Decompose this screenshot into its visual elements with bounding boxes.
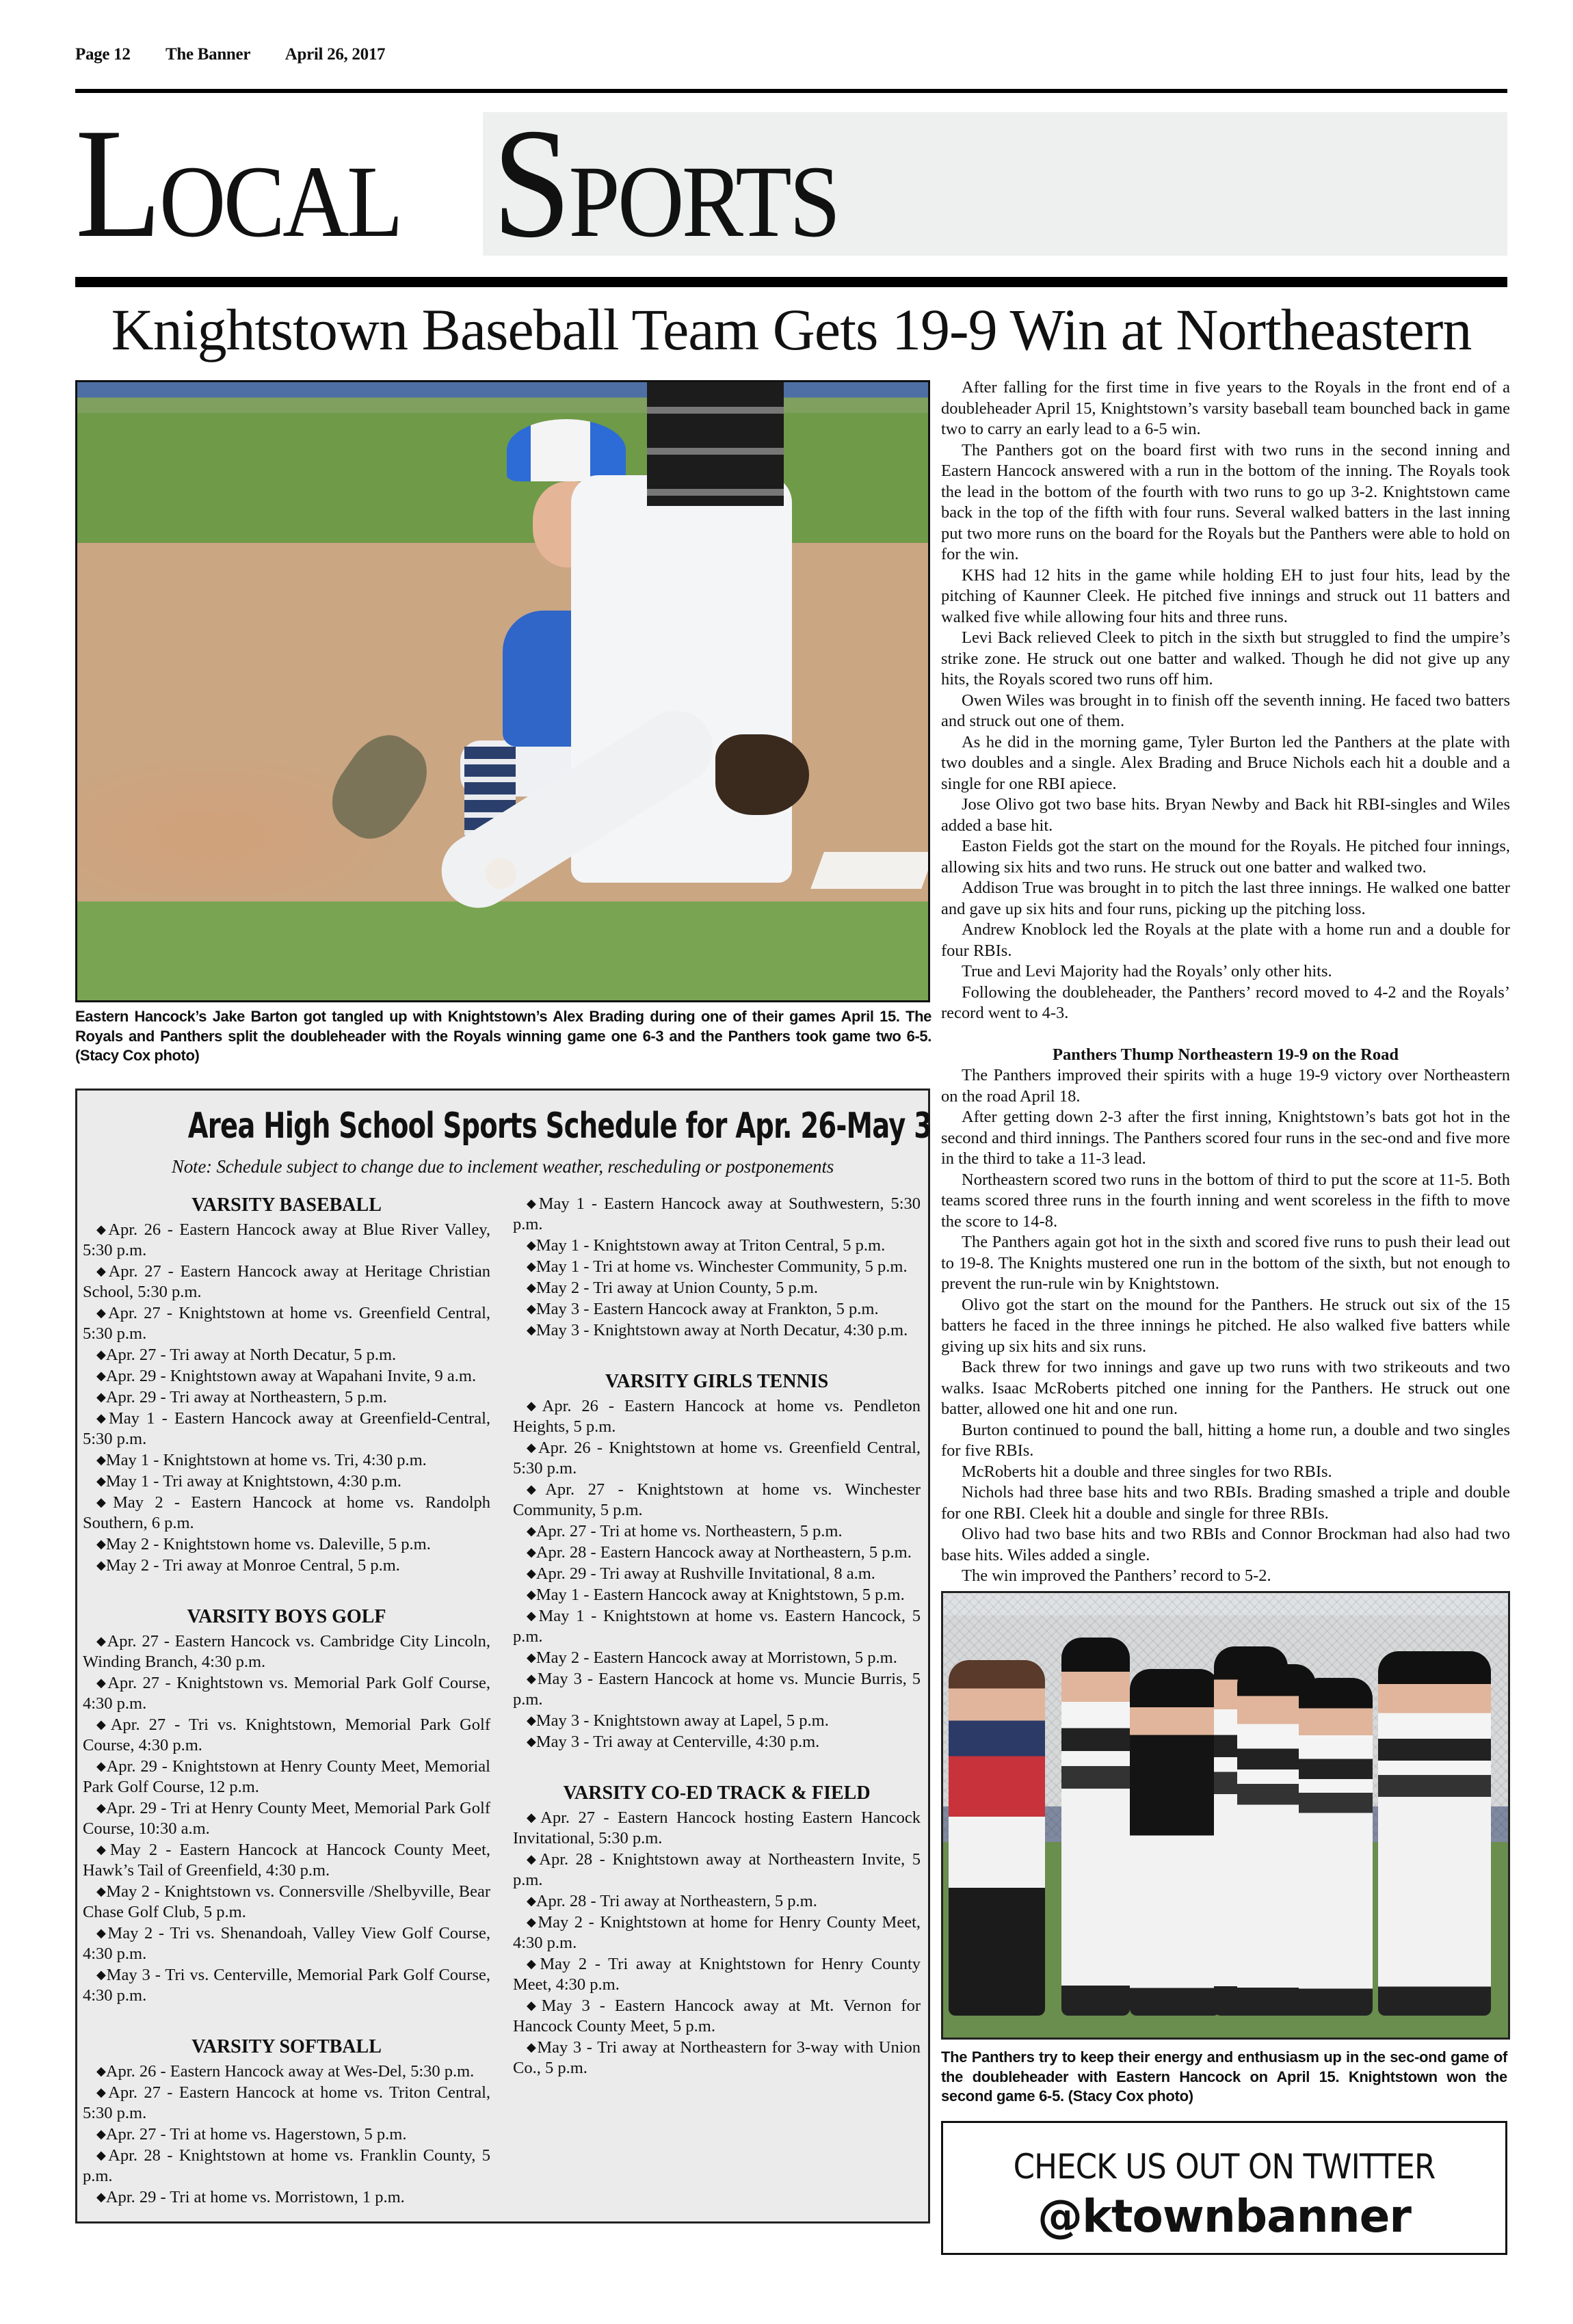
schedule-item	[83, 2124, 490, 2145]
article-paragraph: After falling for the first time in five years to the Royals in the front end of a doubleheader April 15, Knightstown’s varsity baseball team bounched back in game two to carry an early lead to a 6-5 win.	[941, 378, 1510, 438]
schedule-item	[513, 1605, 921, 1647]
top-rule	[75, 89, 1507, 93]
schedule-item	[83, 1555, 490, 1576]
article-paragraph: Northeastern scored two runs in the bottom of third to put the score at 11-5. Both teams scored three runs in the fourth inning and went scoreless in the fifth to move the score to 14-8.	[941, 1170, 1510, 1231]
schedule-item-text: Apr. 29 - Knightstown away at Wapahani Invite, 9 a.m.	[105, 1367, 477, 1385]
main-photo-caption: Eastern Hancock’s Jake Barton got tangled up with Knightstown’s Alex Brading during one of their games April 15. The Royals and Panthers split the doubleheader with the Royals winning game one 6-3 and the Panthers took game two 6-5. (Stacy Cox photo)	[75, 1008, 931, 1064]
schedule-item	[83, 1219, 490, 1261]
diamond-bullet-icon: ◆	[527, 1672, 538, 1685]
schedule-item	[83, 2082, 490, 2124]
section-word-local-rest: OCAL	[159, 145, 401, 258]
diamond-bullet-icon: ◆	[96, 1453, 106, 1467]
diamond-bullet-icon: ◆	[96, 1223, 109, 1236]
schedule-item	[513, 1521, 921, 1542]
article-paragraph: McRoberts hit a double and three singles for two RBIs.	[962, 1462, 1332, 1481]
section-word-sports-cap: S	[492, 96, 569, 270]
diamond-bullet-icon: ◆	[96, 1390, 106, 1404]
article-paragraph: Following the doubleheader, the Panthers’ record moved to 4-2 and the Royals’ record went to 4-3.	[941, 983, 1510, 1022]
diamond-bullet-icon: ◆	[527, 1281, 536, 1294]
schedule-title: Area High School Sports Schedule for Apr. 26-May 3	[187, 1106, 932, 1147]
diamond-bullet-icon: ◆	[527, 1894, 536, 1908]
schedule-item	[513, 1849, 921, 1891]
schedule-section	[513, 1781, 921, 2079]
schedule-item	[513, 1953, 921, 1995]
schedule-item-text: Apr. 27 - Eastern Hancock at home vs. Triton Central, 5:30 p.m.	[83, 2083, 490, 2122]
schedule-section-heading: VARSITY BOYS GOLF	[187, 1606, 386, 1627]
schedule-item-text: Apr. 26 - Eastern Hancock at home vs. Pendleton Heights, 5 p.m.	[513, 1397, 921, 1436]
twitter-promo-text: CHECK US OUT ON TWITTER	[1013, 2147, 1436, 2187]
schedule-item	[513, 1437, 921, 1479]
article-paragraph: Nichols had three base hits and two RBIs. Brading smashed a triple and double for one RBI. Cleek hit a double and single for three RBIs.	[941, 1483, 1510, 1523]
diamond-bullet-icon: ◆	[527, 1545, 536, 1559]
schedule-item	[83, 1714, 490, 1756]
schedule-item-text: Apr. 26 - Eastern Hancock away at Blue River Valley, 5:30 p.m.	[83, 1220, 490, 1259]
schedule-item-text: May 1 - Tri away at Knightstown, 4:30 p.m.	[105, 1472, 401, 1491]
schedule-item-text: May 2 - Tri away at Monroe Central, 5 p.m.	[105, 1556, 400, 1575]
schedule-item	[83, 1672, 490, 1714]
schedule-item	[83, 1964, 490, 2006]
schedule-section-heading: VARSITY CO-ED TRACK & FIELD	[563, 1782, 871, 1804]
article-headline: Knightstown Baseball Team Gets 19-9 Win at Northeastern	[111, 297, 1472, 362]
schedule-item-text: Apr. 27 - Tri away at North Decatur, 5 p.m.	[105, 1346, 397, 1364]
diamond-bullet-icon: ◆	[96, 1264, 109, 1278]
section-bottom-rule	[75, 277, 1507, 287]
schedule-item-text: Apr. 28 - Knightstown at home vs. Franklin County, 5 p.m.	[83, 2146, 490, 2185]
team-photo	[941, 1591, 1510, 2040]
article-paragraph: The Panthers improved their spirits with a huge 19-9 victory over Northeastern on the road April 18.	[941, 1066, 1510, 1106]
section-word-sports	[492, 96, 838, 270]
schedule-item-text: Apr. 27 - Tri at home vs. Hagerstown, 5 p.m.	[105, 2125, 407, 2143]
schedule-item	[83, 1344, 490, 1365]
diamond-bullet-icon: ◆	[527, 1302, 536, 1315]
schedule-item	[513, 1731, 921, 1752]
schedule-item-text: Apr. 29 - Tri at Henry County Meet, Memorial Park Golf Course, 10:30 a.m.	[83, 1799, 490, 1838]
article-subheading: Panthers Thump Northeastern 19-9 on the Road	[1053, 1045, 1399, 1064]
schedule-item-text: Apr. 29 - Tri away at Rushville Invitational, 8 a.m.	[536, 1564, 875, 1583]
twitter-promo-box[interactable]	[941, 2121, 1507, 2255]
diamond-bullet-icon: ◆	[96, 2127, 106, 2141]
schedule-item-text: Apr. 28 - Eastern Hancock away at Northeastern, 5 p.m.	[536, 1543, 912, 1562]
schedule-item	[83, 2061, 490, 2082]
twitter-handle-link[interactable]: @ktownbanner	[1037, 2190, 1411, 2243]
article-paragraph: The Panthers got on the board first with two runs in the second inning and Eastern Hancock answered with a run in the bottom of the inning. The Royals took the lead in the bottom of the fourth with two runs to go up 3-2. Knightstown came back in the top of the fifth with four runs. Several walked batters in the last inning put two more runs on the board for the Royals but the Panthers were able to hold on for the win.	[941, 440, 1510, 563]
schedule-item	[513, 1298, 921, 1320]
photo-catcher-glove	[715, 734, 809, 815]
schedule-item	[83, 2187, 490, 2208]
article-paragraph: Andrew Knoblock led the Royals at the plate with a home run and a double for four RBIs.	[941, 920, 1510, 960]
article-paragraph: Owen Wiles was brought in to finish off the seventh inning. He faced two batters and struck out one of them.	[941, 691, 1510, 730]
diamond-bullet-icon: ◆	[96, 1884, 107, 1898]
photo-player	[1299, 1678, 1372, 2016]
diamond-bullet-icon: ◆	[96, 1968, 107, 1981]
issue-date: April 26, 2017	[285, 45, 386, 64]
article-paragraph: Easton Fields got the start on the mound for the Royals. He pitched four innings, allowing six hits and two runs. He struck out one batter and walked two.	[941, 837, 1510, 877]
schedule-item	[83, 2145, 490, 2187]
diamond-bullet-icon: ◆	[96, 2085, 109, 2099]
schedule-item-text: Apr. 26 - Knightstown at home vs. Greenfield Central, 5:30 p.m.	[513, 1439, 921, 1478]
photo-runner-jersey	[647, 382, 783, 506]
schedule-item	[513, 1668, 921, 1710]
diamond-bullet-icon: ◆	[527, 1651, 536, 1664]
diamond-bullet-icon: ◆	[96, 2064, 106, 2078]
schedule-item-text: Apr. 27 - Tri at home vs. Northeastern, 5 p.m.	[536, 1522, 843, 1540]
photo-player	[1378, 1651, 1491, 2016]
article-paragraph: Olivo got the start on the mound for the Panthers. He struck out six of the 15 batters he faced in the three innings he pitched. He also walked five batters while giving up six hits and six runs.	[941, 1295, 1510, 1356]
schedule-item	[83, 1408, 490, 1450]
schedule-item	[83, 1923, 490, 1964]
diamond-bullet-icon: ◆	[527, 1259, 536, 1273]
schedule-item-text: Apr. 29 - Knightstown at Henry County Meet, Memorial Park Golf Course, 12 p.m.	[83, 1757, 490, 1796]
schedule-item	[513, 1395, 921, 1437]
article-paragraph: Jose Olivo got two base hits. Bryan Newby and Back hit RBI-singles and Wiles added a base hit.	[941, 795, 1510, 835]
schedule-section-heading: VARSITY BASEBALL	[191, 1194, 382, 1216]
schedule-item	[513, 1235, 921, 1256]
diamond-bullet-icon: ◆	[96, 2190, 106, 2204]
main-photo	[75, 380, 930, 1002]
publication-name: The Banner	[166, 45, 251, 64]
schedule-item-text: Apr. 27 - Eastern Hancock hosting Eastern Hancock Invitational, 5:30 p.m.	[513, 1808, 921, 1847]
schedule-item	[513, 1193, 921, 1235]
schedule-item-text: May 2 - Eastern Hancock away at Morristown, 5 p.m.	[536, 1648, 897, 1667]
schedule-item	[83, 1756, 490, 1798]
diamond-bullet-icon: ◆	[527, 1482, 546, 1496]
schedule-item	[83, 1631, 490, 1672]
schedule-item	[513, 1256, 921, 1277]
schedule-item-text: Apr. 27 - Knightstown vs. Memorial Park Golf Course, 4:30 p.m.	[83, 1674, 491, 1713]
folio-line	[75, 45, 417, 64]
diamond-bullet-icon: ◆	[527, 1238, 536, 1252]
schedule-section	[83, 2035, 490, 2208]
diamond-bullet-icon: ◆	[527, 1915, 538, 1929]
section-word-local	[75, 96, 401, 270]
diamond-bullet-icon: ◆	[527, 1588, 536, 1601]
schedule-item	[83, 1881, 490, 1923]
schedule-item	[513, 2037, 921, 2079]
page-number: Page 12	[75, 45, 131, 64]
article-paragraph: The Panthers again got hot in the sixth and scored five runs to push their lead out to 19-8. The Knights mustered one run in the bottom of the sixth, but not enough to prevent the run-rule win by Knightstown.	[941, 1233, 1510, 1293]
schedule-note: Note: Schedule subject to change due to inclement weather, rescheduling or postponements	[171, 1156, 834, 1177]
schedule-item-text: May 3 - Tri vs. Centerville, Memorial Park Golf Course, 4:30 p.m.	[83, 1966, 491, 2005]
diamond-bullet-icon: ◆	[96, 1411, 109, 1425]
diamond-bullet-icon: ◆	[96, 1369, 106, 1383]
diamond-bullet-icon: ◆	[96, 1474, 106, 1488]
diamond-bullet-icon: ◆	[96, 1306, 108, 1320]
diamond-bullet-icon: ◆	[96, 1537, 106, 1551]
schedule-section	[83, 1605, 490, 2006]
schedule-item-text: May 3 - Eastern Hancock away at Frankton, 5 p.m.	[536, 1300, 879, 1318]
schedule-item-text: May 1 - Eastern Hancock away at Knightstown, 5 p.m.	[536, 1586, 905, 1604]
schedule-item-text: May 1 - Knightstown at home vs. Eastern Hancock, 5 p.m.	[513, 1607, 921, 1646]
article-paragraph: As he did in the morning game, Tyler Burton led the Panthers at the plate with two doubles and a single. Alex Brading and Bruce Nichols each hit a double and a single for one RBI apiece.	[941, 732, 1510, 793]
diamond-bullet-icon: ◆	[96, 1759, 107, 1773]
section-word-local-cap: L	[75, 96, 159, 270]
schedule-item	[83, 1261, 490, 1303]
schedule-item	[513, 1807, 921, 1849]
diamond-bullet-icon: ◆	[96, 1843, 110, 1856]
diamond-bullet-icon: ◆	[527, 1524, 536, 1538]
diamond-bullet-icon: ◆	[527, 1566, 536, 1580]
schedule-section-heading: VARSITY SOFTBALL	[191, 2036, 382, 2057]
article-paragraph: Back threw for two innings and gave up two runs with two strikeouts and two walks. Isaac McRoberts pitched one inning for the Panthers. He struck out one batter, allowed one hit and one run.	[941, 1358, 1510, 1418]
schedule-item-text: May 2 - Tri away at Union County, 5 p.m.	[536, 1279, 819, 1297]
diamond-bullet-icon: ◆	[527, 1999, 542, 2012]
schedule-item	[83, 1450, 490, 1471]
article-paragraph: KHS had 12 hits in the game while holding EH to just four hits, lead by the pitching of Kaunner Cleek. He pitched five innings and struck out 11 batters and walked five while allowing four hits and three runs.	[941, 565, 1510, 626]
diamond-bullet-icon: ◆	[96, 1348, 106, 1361]
diamond-bullet-icon: ◆	[527, 1811, 541, 1824]
schedule-item	[83, 1471, 490, 1492]
schedule-item	[513, 1995, 921, 2037]
diamond-bullet-icon: ◆	[96, 1558, 106, 1572]
schedule-item-text: May 2 - Tri vs. Shenandoah, Valley View Golf Course, 4:30 p.m.	[83, 1924, 490, 1963]
photo-player	[1061, 1638, 1129, 2016]
schedule-item	[83, 1798, 490, 1839]
article-paragraph: Olivo had two base hits and two RBIs and Connor Brockman had also had two base hits. Wiles added a single.	[941, 1525, 1510, 1564]
schedule-item-text: May 2 - Knightstown home vs. Daleville, 5 p.m.	[105, 1535, 431, 1553]
diamond-bullet-icon: ◆	[527, 1399, 542, 1413]
schedule-item-text: May 3 - Eastern Hancock away at Mt. Vernon for Hancock County Meet, 5 p.m.	[513, 1996, 921, 2035]
article-body	[941, 377, 1510, 1587]
team-photo-caption: The Panthers try to keep their energy and enthusiasm up in the sec-ond game of the doubleheader with Eastern Hancock on April 15. Knightstown won the second game 6-5. (Stacy Cox photo)	[941, 2048, 1507, 2105]
photo-baseball	[486, 858, 516, 889]
schedule-item-text: Apr. 26 - Eastern Hancock away at Wes-Del, 5:30 p.m.	[105, 2062, 475, 2081]
schedule-item-text: May 2 - Tri away at Knightstown for Henry County Meet, 4:30 p.m.	[513, 1955, 921, 1994]
section-heading	[75, 96, 1507, 270]
schedule-item	[513, 1584, 921, 1605]
schedule-section-heading: VARSITY GIRLS TENNIS	[605, 1371, 829, 1392]
schedule-item-text: May 3 - Eastern Hancock at home vs. Muncie Burris, 5 p.m.	[513, 1670, 921, 1709]
diamond-bullet-icon: ◆	[96, 2148, 109, 2162]
diamond-bullet-icon: ◆	[527, 1957, 540, 1971]
photo-catcher	[949, 1660, 1044, 2016]
schedule-item	[513, 1320, 921, 1341]
diamond-bullet-icon: ◆	[96, 1634, 107, 1648]
article-paragraph: The win improved the Panthers’ record to 5-2.	[962, 1566, 1271, 1585]
schedule-item-text: May 3 - Knightstown away at Lapel, 5 p.m.	[536, 1711, 829, 1730]
schedule-item-text: Apr. 27 - Eastern Hancock vs. Cambridge City Lincoln, Winding Branch, 4:30 p.m.	[83, 1632, 491, 1671]
schedule-section	[83, 1193, 490, 1576]
schedule-item	[83, 1303, 490, 1344]
schedule-section	[513, 1193, 921, 1341]
schedule-right-column	[513, 1193, 921, 2107]
diamond-bullet-icon: ◆	[527, 1323, 536, 1337]
schedule-item-text: Apr. 29 - Tri away at Northeastern, 5 p.m.	[105, 1388, 387, 1406]
schedule-item-text: Apr. 27 - Knightstown at home vs. Winchester Community, 5 p.m.	[513, 1480, 921, 1519]
diamond-bullet-icon: ◆	[96, 1718, 111, 1731]
diamond-bullet-icon: ◆	[96, 1926, 108, 1940]
diamond-bullet-icon: ◆	[527, 1735, 536, 1748]
sports-schedule-box	[75, 1088, 930, 2223]
schedule-item	[513, 1563, 921, 1584]
diamond-bullet-icon: ◆	[96, 1801, 107, 1815]
diamond-bullet-icon: ◆	[527, 1852, 540, 1866]
diamond-bullet-icon: ◆	[527, 1713, 536, 1727]
diamond-bullet-icon: ◆	[96, 1495, 114, 1509]
schedule-item	[513, 1891, 921, 1912]
schedule-item-text: May 1 - Eastern Hancock away at Southwestern, 5:30 p.m.	[513, 1194, 921, 1233]
schedule-item	[83, 1365, 490, 1387]
schedule-item-text: May 1 - Tri at home vs. Winchester Community, 5 p.m.	[536, 1257, 908, 1276]
schedule-item-text: May 1 - Knightstown at home vs. Tri, 4:30 p.m.	[105, 1451, 427, 1469]
schedule-item	[513, 1710, 921, 1731]
photo-base-bag	[810, 852, 930, 889]
schedule-item	[83, 1387, 490, 1408]
article-paragraph: Addison True was brought in to pitch the last three innings. He walked one batter and gave up six hits and four runs, picking up the pitching loss.	[941, 879, 1510, 918]
schedule-item-text: May 3 - Knightstown away at North Decatur, 4:30 p.m.	[536, 1321, 908, 1339]
schedule-item-text: May 2 - Knightstown vs. Connersville /Shelbyville, Bear Chase Golf Club, 5 p.m.	[83, 1882, 490, 1921]
schedule-item-text: May 3 - Tri away at Northeastern for 3-way with Union Co., 5 p.m.	[513, 2038, 921, 2077]
schedule-item	[513, 1479, 921, 1521]
schedule-item	[83, 1534, 490, 1555]
schedule-item-text: Apr. 27 - Eastern Hancock away at Heritage Christian School, 5:30 p.m.	[83, 1262, 491, 1301]
schedule-item	[513, 1647, 921, 1668]
schedule-item-text: May 2 - Eastern Hancock at Hancock County Meet, Hawk’s Tail of Greenfield, 4:30 p.m.	[83, 1841, 490, 1880]
schedule-item-text: Apr. 27 - Tri vs. Knightstown, Memorial Park Golf Course, 4:30 p.m.	[83, 1715, 491, 1754]
schedule-left-column	[83, 1193, 490, 2236]
schedule-item	[513, 1542, 921, 1563]
schedule-item-text: Apr. 28 - Knightstown away at Northeastern Invite, 5 p.m.	[513, 1850, 921, 1889]
diamond-bullet-icon: ◆	[527, 2040, 538, 2054]
schedule-item-text: May 2 - Knightstown at home for Henry County Meet, 4:30 p.m.	[513, 1913, 921, 1952]
schedule-section	[513, 1370, 921, 1752]
diamond-bullet-icon: ◆	[527, 1197, 539, 1210]
section-word-sports-rest: PORTS	[568, 145, 838, 258]
photo-coach	[1130, 1669, 1220, 2016]
schedule-item-text: Apr. 28 - Tri away at Northeastern, 5 p.m.	[536, 1892, 817, 1910]
article-paragraph: True and Levi Majority had the Royals’ only other hits.	[962, 962, 1332, 980]
schedule-item-text: May 3 - Tri away at Centerville, 4:30 p.m.	[536, 1733, 820, 1751]
schedule-item-text: May 1 - Eastern Hancock away at Greenfield-Central, 5:30 p.m.	[83, 1409, 490, 1448]
schedule-item-text: Apr. 27 - Knightstown at home vs. Greenfield Central, 5:30 p.m.	[83, 1304, 491, 1343]
schedule-item-text: Apr. 29 - Tri at home vs. Morristown, 1 p.m.	[105, 2188, 405, 2206]
diamond-bullet-icon: ◆	[96, 1676, 108, 1689]
diamond-bullet-icon: ◆	[527, 1441, 538, 1454]
schedule-item	[513, 1912, 921, 1953]
photo-fielder-cap	[507, 419, 626, 481]
article-paragraph: After getting down 2-3 after the first inning, Knightstown’s bats got hot in the second and third innings. The Panthers scored four runs in the sec-ond and five more in the third to take a 11-3 lead.	[941, 1108, 1510, 1168]
article-paragraph: Burton continued to pound the ball, hitting a home run, a double and two singles for five RBIs.	[941, 1420, 1510, 1460]
diamond-bullet-icon: ◆	[527, 1609, 539, 1622]
schedule-item	[83, 1492, 490, 1534]
schedule-item-text: May 2 - Eastern Hancock at home vs. Randolph Southern, 6 p.m.	[83, 1493, 490, 1532]
article-paragraph: Levi Back relieved Cleek to pitch in the sixth but struggled to find the umpire’s strike zone. He struck out one batter and walked. Though he did not give up any hits, the Royals scored two runs off him.	[941, 628, 1510, 689]
schedule-item-text: May 1 - Knightstown away at Triton Central, 5 p.m.	[536, 1236, 886, 1255]
schedule-item	[513, 1277, 921, 1298]
schedule-item	[83, 1839, 490, 1881]
